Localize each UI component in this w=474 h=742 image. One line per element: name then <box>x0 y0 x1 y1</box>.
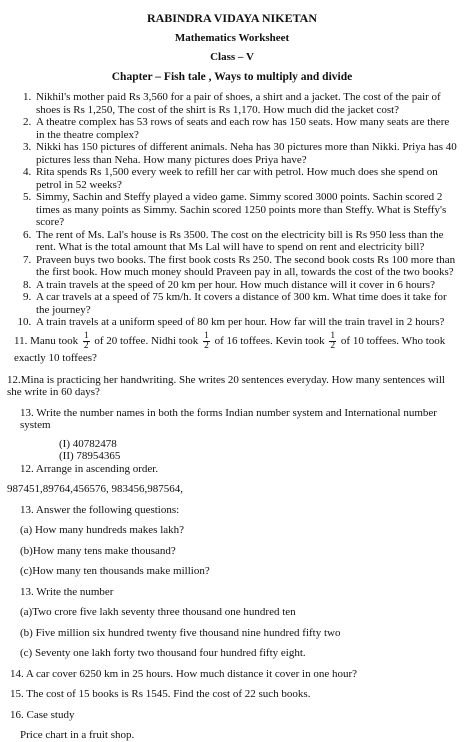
write-item-c: (c) Seventy one lakh forty two thousand four hundred fifty eight. <box>20 647 306 659</box>
write-item-a: (a)Two crore five lakh seventy three thousand one hundred ten <box>20 606 296 618</box>
fraction-numerator: 1 <box>204 330 209 341</box>
question-list <box>4 91 460 329</box>
answer-item-a: (a) How many hundreds makes lakh? <box>20 524 185 536</box>
question-10: 10. A train travels at a uniform speed of 80 km per hour. How far will the train travel in 2 hours? <box>34 316 460 329</box>
number-item-2: (II) 78954365 <box>59 450 121 462</box>
school-name: RABINDRA VIDAYA NIKETAN <box>146 11 318 25</box>
question-13-write-number: 13. Write the number <box>20 585 114 598</box>
case-study-caption: Price chart in a fruit shop. <box>20 729 135 741</box>
fraction-numerator: 1 <box>330 330 336 341</box>
question-1: 1. Nikhil's mother paid Rs 3,560 for a pair of shoes, a shirt and a jacket. The cost of the pair of shoes is Rs 1,250, The cost of the shirt is Rs 1,170. How much did the jacket cost? <box>34 91 460 116</box>
ascending-numbers: 987451,89764,456576, 983456,987564, <box>7 483 183 495</box>
question-11-number: 11. <box>14 334 28 347</box>
chapter-title: Chapter – Fish tale , Ways to multiply and divide <box>111 70 353 83</box>
answer-item-b: (b)How many tens make thousand? <box>20 544 176 557</box>
answer-item-c: (c)How many ten thousands make million? <box>20 565 210 577</box>
number-item-1: (I) 40782478 <box>59 437 117 450</box>
question-11-text-1: Manu took <box>30 334 79 347</box>
question-12-ascending: 12. Arrange in ascending order. <box>20 462 159 475</box>
question-11-text-3: of 16 toffees. Kevin took <box>214 334 325 347</box>
write-item-b: (b) Five million six hundred twenty five thousand nine hundred fifty two <box>20 626 341 639</box>
fraction-one-half <box>329 332 336 351</box>
question-12: 12.Mina is practicing her handwriting. She writes 20 sentences everyday. How many sentences will she write in 60 days? <box>7 373 445 398</box>
question-5: 5. Simmy, Sachin and Steffy played a video game. Simmy scored 3000 points. Sachin scored 2 times as many points as Simmy. Sachin scored 1250 points more than Steffy. What is Steffy's score? <box>34 191 460 229</box>
question-6: 6. The rent of Ms. Lal's house is Rs 3500. The cost on the electricity bill is Rs 950 less than the rent. What is the total amount that Ms Lal will have to spend on rent and electricity bill? <box>34 229 460 254</box>
question-16: 16. Case study <box>10 708 75 721</box>
fraction-denominator: 2 <box>204 340 209 351</box>
question-11-text-4: of 10 toffees. Who took exactly 10 toffees? <box>14 334 446 364</box>
question-4: 4. Rita spends Rs 1,500 every week to refill her car with petrol. How much does she spend on petrol in 52 weeks? <box>34 166 460 191</box>
fraction-numerator: 1 <box>83 330 89 341</box>
fraction-one-half <box>83 332 90 351</box>
question-9: 9. A car travels at a speed of 75 km/h. It covers a distance of 300 km. What time does it take for the journey? <box>34 291 460 316</box>
question-15: 15. The cost of 15 books is Rs 1545. Find the cost of 22 such books. <box>10 688 311 700</box>
fraction-denominator: 2 <box>83 340 89 351</box>
question-7: 7. Praveen buys two books. The first book costs Rs 250. The second book costs Rs 100 more than the first book. How much money should Praveen pay in all, towards the cost of the two books? <box>34 254 460 279</box>
question-13-answer: 13. Answer the following questions: <box>20 503 180 516</box>
question-13-number-names: 13. Write the number names in both the forms Indian number system and International number system <box>20 406 437 431</box>
class-label: Class – V <box>210 51 254 63</box>
fraction-one-half <box>203 332 210 351</box>
question-3: 3. Nikki has 150 pictures of different animals. Neha has 30 pictures more than Nikki. Priya has 40 pictures less than Neha. How many pictures does Priya have? <box>34 141 460 166</box>
question-11-text-2: of 20 toffee. Nidhi took <box>94 334 199 347</box>
worksheet-title: Mathematics Worksheet <box>174 31 290 44</box>
question-14: 14. A car cover 6250 km in 25 hours. How much distance it cover in one hour? <box>10 667 358 680</box>
question-2: 2. A theatre complex has 53 rows of seats and each row has 150 seats. How many seats are there in the theatre complex? <box>34 116 460 141</box>
question-11 <box>4 332 460 366</box>
question-8: 8. A train travels at the speed of 20 km per hour. How much distance will it cover in 6 hours? <box>34 279 460 292</box>
fraction-denominator: 2 <box>330 340 336 351</box>
